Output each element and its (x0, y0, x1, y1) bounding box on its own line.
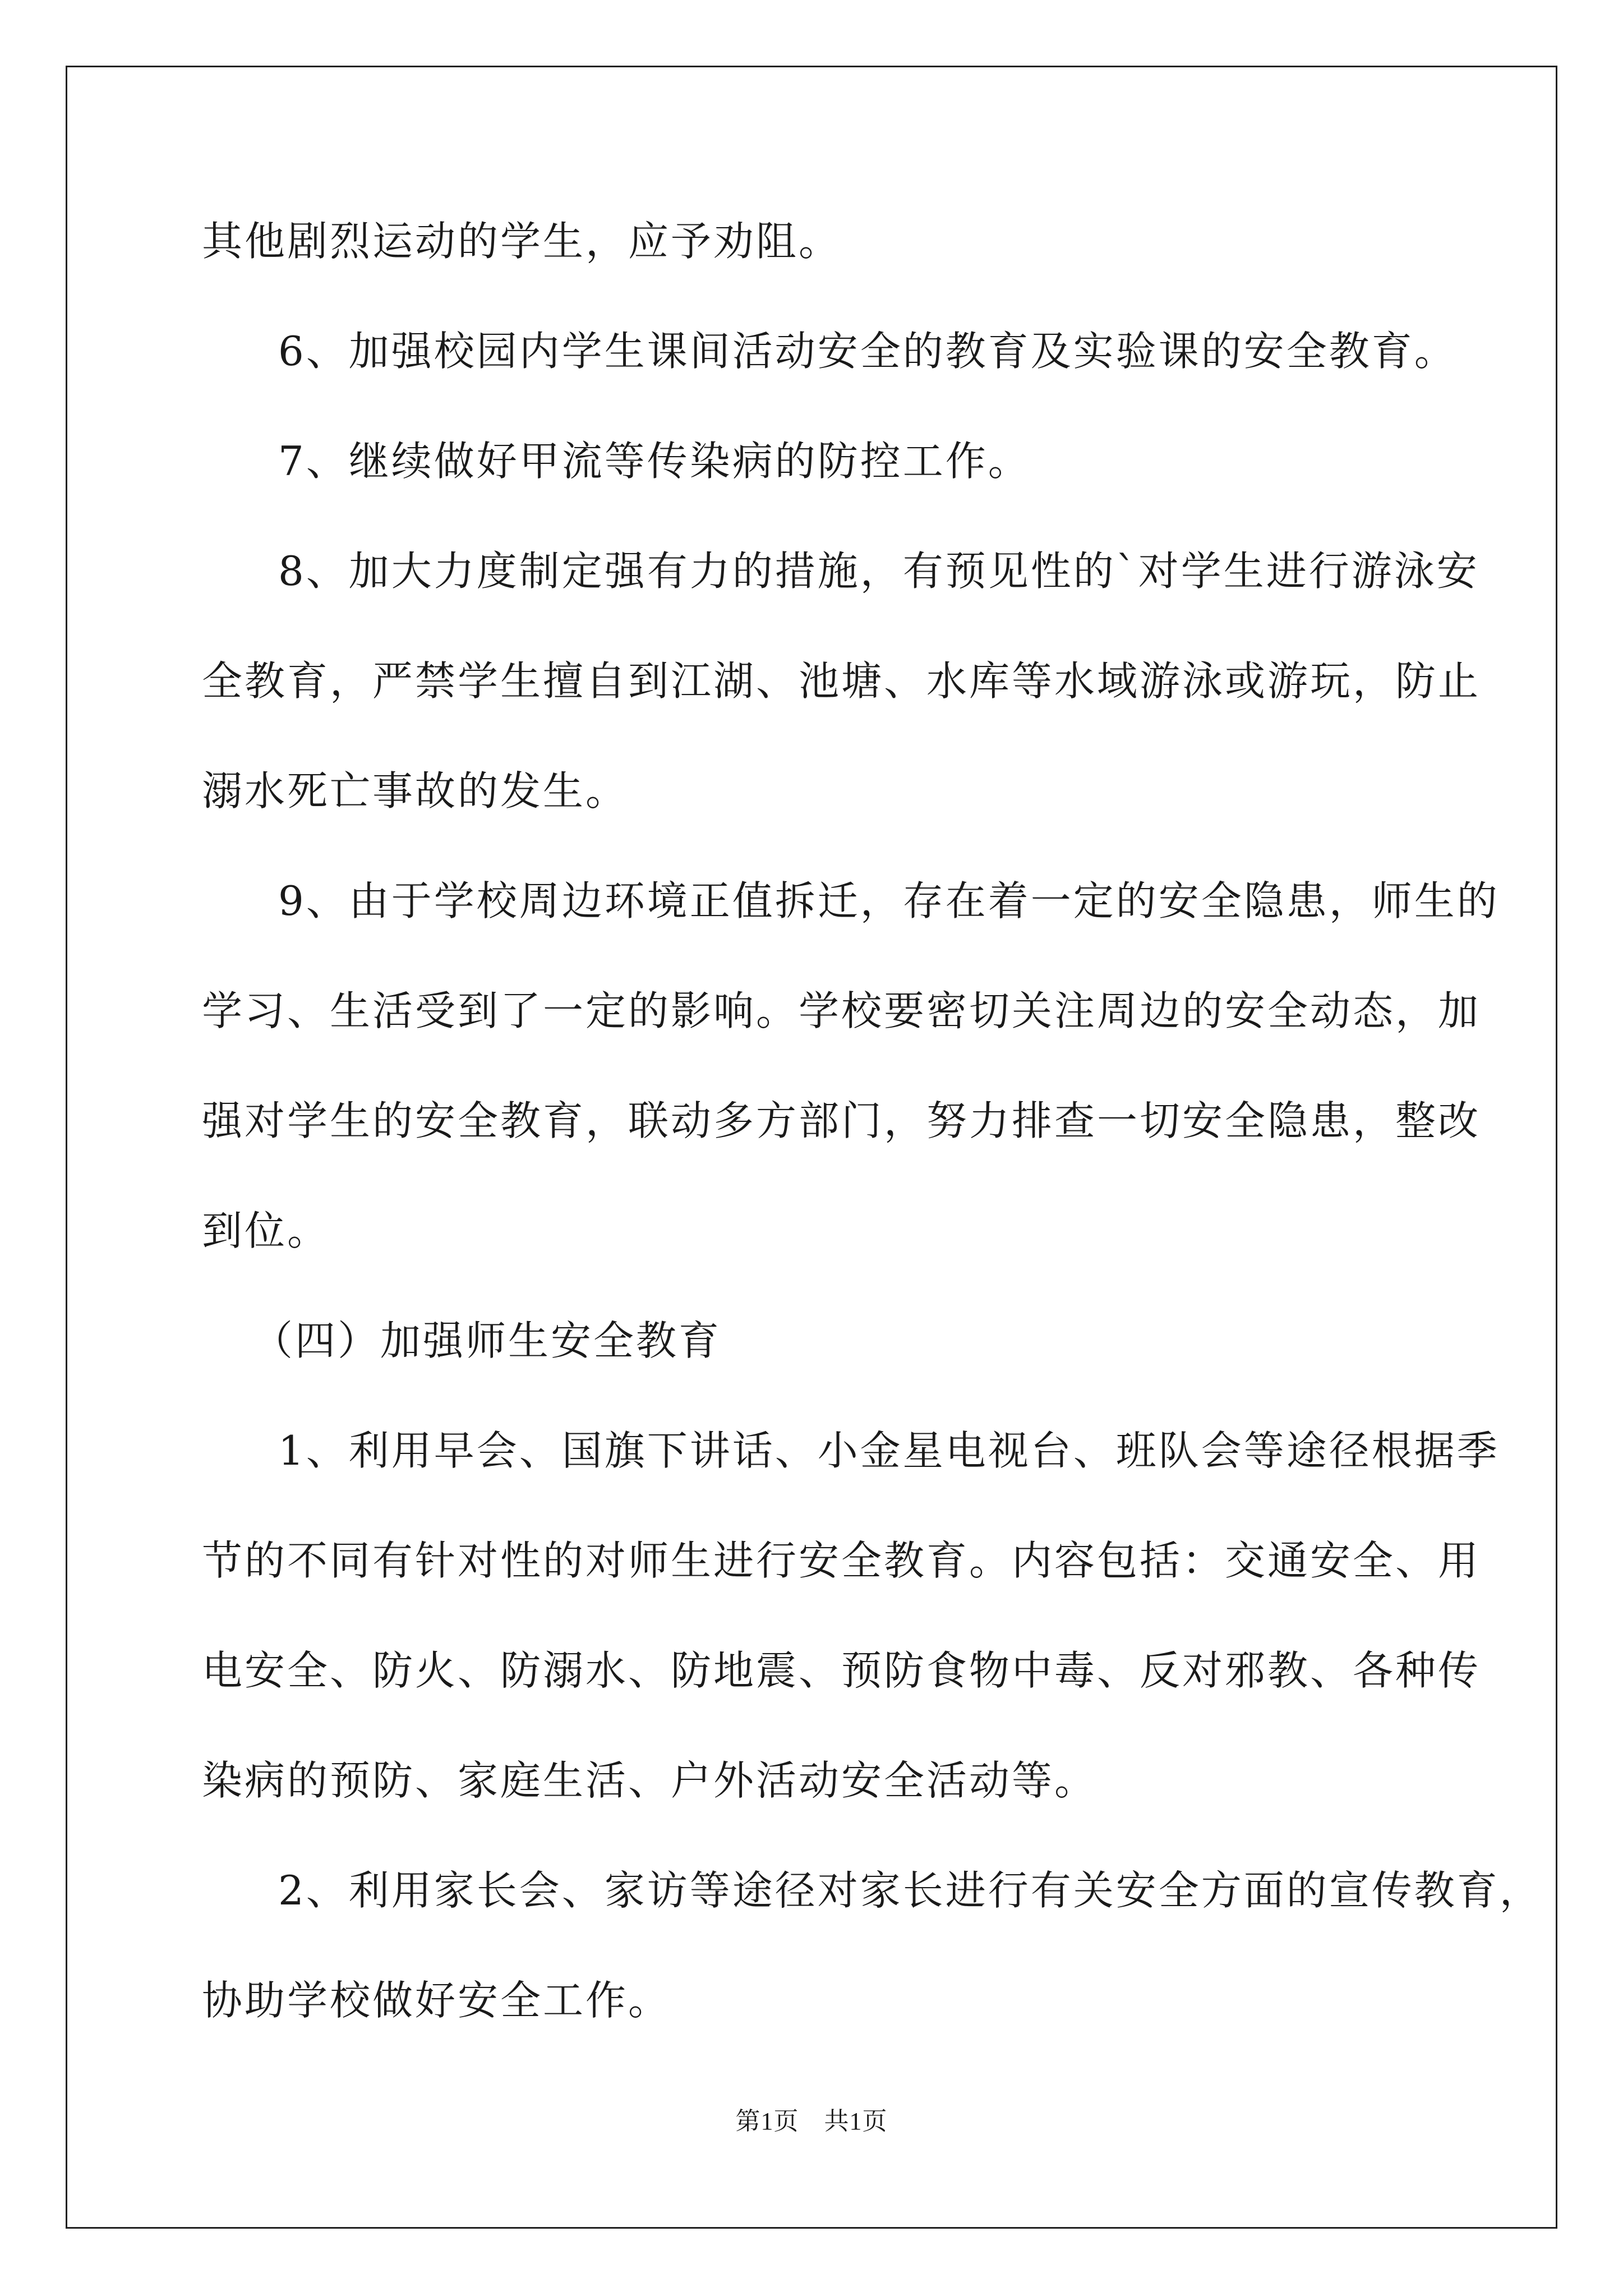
paragraph-line: 学习、生活受到了一定的影响。学校要密切关注周边的安全动态，加 (202, 987, 1481, 1034)
section-heading: （四）加强师生安全教育 (252, 1317, 722, 1364)
paragraph-line: 染病的预防、家庭生活、户外活动安全活动等。 (202, 1757, 1098, 1804)
paragraph-line: 到位。 (202, 1207, 330, 1254)
paragraph-line: 电安全、防火、防溺水、防地震、预防食物中毒、反对邪教、各种传 (202, 1647, 1481, 1694)
paragraph-line: 溺水死亡事故的发生。 (202, 767, 629, 815)
paragraph-line: 8、加大力度制定强有力的措施，有预见性的`对学生进行游泳安 (278, 547, 1479, 595)
paragraph-line: 6、加强校园内学生课间活动安全的教育及实验课的安全教育。 (278, 328, 1457, 375)
paragraph-line: 其他剧烈运动的学生，应予劝阻。 (202, 218, 842, 265)
page-footer: 第1页 共1页 (735, 2108, 888, 2135)
paragraph-line: 2、利用家长会、家访等途径对家长进行有关安全方面的宣传教育， (278, 1867, 1542, 1914)
paragraph-line: 节的不同有针对性的对师生进行安全教育。内容包括：交通安全、用 (202, 1537, 1481, 1584)
paragraph-line: 强对学生的安全教育，联动多方部门，努力排查一切安全隐患，整改 (202, 1097, 1481, 1144)
paragraph-line: 全教育，严禁学生擅自到江湖、池塘、水库等水域游泳或游玩，防止 (202, 657, 1481, 705)
paragraph-line: 协助学校做好安全工作。 (202, 1977, 671, 2024)
paragraph-line: 7、继续做好甲流等传染病的防控工作。 (278, 438, 1031, 485)
paragraph-line: 9、由于学校周边环境正值拆迁，存在着一定的安全隐患，师生的 (278, 877, 1500, 924)
paragraph-line: 1、利用早会、国旗下讲话、小金星电视台、班队会等途径根据季 (278, 1427, 1500, 1474)
